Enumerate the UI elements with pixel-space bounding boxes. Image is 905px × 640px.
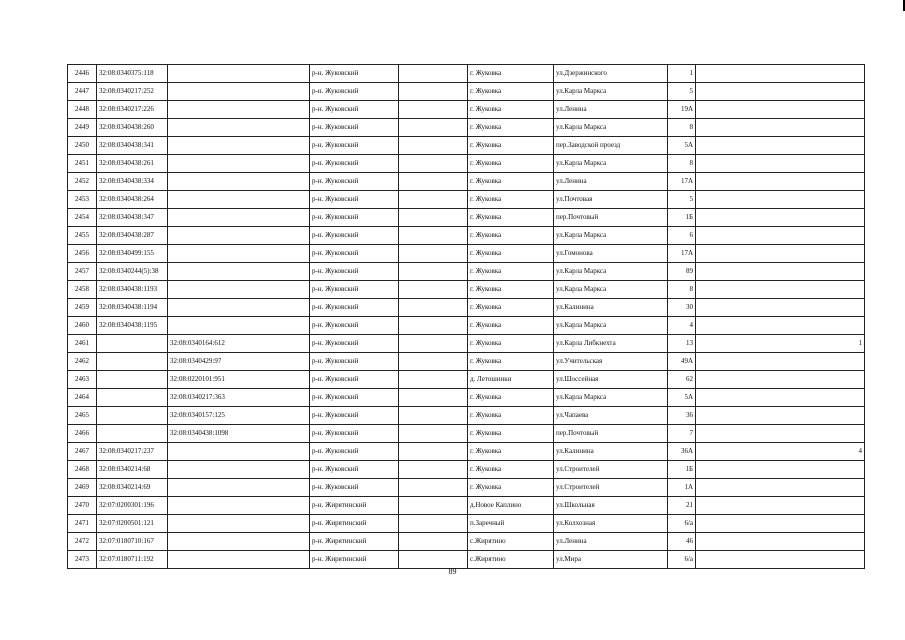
- cell-number: 2449: [68, 119, 97, 137]
- cell-settlement: г. Жуковка: [468, 317, 554, 335]
- cell-house: 19А: [668, 101, 696, 119]
- cell-cadastral-number: 32:08:0340214:68: [97, 461, 168, 479]
- table-row: [68, 299, 865, 317]
- cell-cadastral-number-alt: 32:08:0340157:125: [168, 407, 310, 425]
- cell-cadastral-number: 32:07:0180710:167: [97, 533, 168, 551]
- cell-settlement: г. Жуковка: [468, 407, 554, 425]
- cell-district: р-н. Жуковский: [310, 209, 399, 227]
- cell-cadastral-number: 32:08:0340217:237: [97, 443, 168, 461]
- cell-cadastral-number-alt: [168, 479, 310, 497]
- cell-settlement: г. Жуковка: [468, 443, 554, 461]
- cell-house: 7: [668, 425, 696, 443]
- cell-house: 89: [668, 263, 696, 281]
- cell-cadastral-number-alt: [168, 173, 310, 191]
- page-number: 89: [448, 567, 457, 576]
- cell-number: 2453: [68, 191, 97, 209]
- cell-house: 36: [668, 407, 696, 425]
- cell-empty: [399, 281, 468, 299]
- cell-district: р-н. Жуковский: [310, 371, 399, 389]
- cell-cadastral-number: [97, 353, 168, 371]
- cell-cadastral-number-alt: [168, 101, 310, 119]
- cell-empty: [399, 407, 468, 425]
- cell-number: 2466: [68, 425, 97, 443]
- table-row: [68, 263, 865, 281]
- table-row: [68, 335, 865, 353]
- cell-house: 13: [668, 335, 696, 353]
- cell-cadastral-number: 32:07:0180711:192: [97, 551, 168, 569]
- cell-house: 5А: [668, 389, 696, 407]
- cell-cadastral-number-alt: [168, 515, 310, 533]
- cell-district: р-н. Жуковский: [310, 155, 399, 173]
- cell-house: 8: [668, 281, 696, 299]
- cell-district: р-н. Жуковский: [310, 65, 399, 83]
- cell-extra: [696, 317, 865, 335]
- cell-extra: [696, 209, 865, 227]
- cell-settlement: г. Жуковка: [468, 299, 554, 317]
- cell-settlement: г. Жуковка: [468, 119, 554, 137]
- cell-district: р-н. Жуковский: [310, 245, 399, 263]
- cell-extra: 4: [696, 443, 865, 461]
- cell-extra: [696, 353, 865, 371]
- cell-cadastral-number-alt: [168, 551, 310, 569]
- cell-district: р-н. Жуковский: [310, 173, 399, 191]
- cell-cadastral-number-alt: [168, 83, 310, 101]
- cell-number: 2454: [68, 209, 97, 227]
- cell-settlement: г. Жуковка: [468, 191, 554, 209]
- table-row: [68, 443, 865, 461]
- cell-number: 2462: [68, 353, 97, 371]
- cell-house: 5: [668, 83, 696, 101]
- cell-house: 21: [668, 497, 696, 515]
- cell-extra: 1: [696, 335, 865, 353]
- table-row: [68, 317, 865, 335]
- cell-empty: [399, 191, 468, 209]
- cell-district: р-н. Жуковский: [310, 263, 399, 281]
- cell-extra: [696, 407, 865, 425]
- cell-settlement: г. Жуковка: [468, 479, 554, 497]
- cell-street: ул.Калинина: [554, 299, 668, 317]
- cell-house: 6: [668, 227, 696, 245]
- cell-district: р-н. Жирятинский: [310, 533, 399, 551]
- cell-extra: [696, 479, 865, 497]
- table-row: [68, 389, 865, 407]
- cell-empty: [399, 317, 468, 335]
- cell-empty: [399, 299, 468, 317]
- cell-empty: [399, 551, 468, 569]
- cell-empty: [399, 443, 468, 461]
- cell-cadastral-number-alt: 32:08:0340217:363: [168, 389, 310, 407]
- cell-settlement: г. Жуковка: [468, 245, 554, 263]
- cell-street: ул.Карла Либкнехта: [554, 335, 668, 353]
- cell-number: 2456: [68, 245, 97, 263]
- cell-cadastral-number-alt: 32:08:0340164:612: [168, 335, 310, 353]
- cell-street: ул.Ленина: [554, 173, 668, 191]
- cell-cadastral-number: 32:08:0340244(5):38: [97, 263, 168, 281]
- cell-cadastral-number: 32:07:0200301:196: [97, 497, 168, 515]
- cell-street: ул.Школьная: [554, 497, 668, 515]
- cell-number: 2452: [68, 173, 97, 191]
- cell-house: 8: [668, 155, 696, 173]
- cell-settlement: г. Жуковка: [468, 227, 554, 245]
- cell-district: р-н. Жуковский: [310, 335, 399, 353]
- cell-settlement: г. Жуковка: [468, 353, 554, 371]
- cell-number: 2455: [68, 227, 97, 245]
- cell-street: ул.Карла Маркса: [554, 83, 668, 101]
- cell-settlement: с.Жирятино: [468, 551, 554, 569]
- cell-house: 6/а: [668, 515, 696, 533]
- cell-district: р-н. Жирятинский: [310, 515, 399, 533]
- cell-cadastral-number: 32:08:0340438:261: [97, 155, 168, 173]
- cell-house: 1Б: [668, 461, 696, 479]
- cell-empty: [399, 515, 468, 533]
- cell-street: ул.Почтовая: [554, 191, 668, 209]
- cell-number: 2448: [68, 101, 97, 119]
- cell-empty: [399, 65, 468, 83]
- table-row: [68, 497, 865, 515]
- cell-settlement: г. Жуковка: [468, 209, 554, 227]
- cell-empty: [399, 479, 468, 497]
- cell-cadastral-number-alt: [168, 533, 310, 551]
- cell-house: 62: [668, 371, 696, 389]
- table-row: [68, 407, 865, 425]
- cell-street: ул.Карла Маркса: [554, 155, 668, 173]
- cell-empty: [399, 227, 468, 245]
- cell-empty: [399, 209, 468, 227]
- cell-cadastral-number: 32:08:0340375:118: [97, 65, 168, 83]
- cell-cadastral-number-alt: [168, 461, 310, 479]
- cell-street: ул.Мира: [554, 551, 668, 569]
- cell-district: р-н. Жуковский: [310, 443, 399, 461]
- cell-cadastral-number: 32:08:0340438:264: [97, 191, 168, 209]
- cell-cadastral-number: 32:08:0340438:1193: [97, 281, 168, 299]
- cell-cadastral-number-alt: [168, 281, 310, 299]
- cell-cadastral-number: 32:08:0340438:1195: [97, 317, 168, 335]
- cell-street: ул.Учительская: [554, 353, 668, 371]
- cell-street: пер.Заводской проезд: [554, 137, 668, 155]
- cell-extra: [696, 515, 865, 533]
- cell-street: ул.Карла Маркса: [554, 119, 668, 137]
- cell-number: 2471: [68, 515, 97, 533]
- cell-cadastral-number-alt: 32:08:0220101:951: [168, 371, 310, 389]
- cell-empty: [399, 173, 468, 191]
- cell-cadastral-number: 32:08:0340214:69: [97, 479, 168, 497]
- cell-district: р-н. Жуковский: [310, 227, 399, 245]
- cell-house: 1Б: [668, 209, 696, 227]
- cell-extra: [696, 371, 865, 389]
- cell-settlement: г. Жуковка: [468, 281, 554, 299]
- cell-settlement: г. Жуковка: [468, 65, 554, 83]
- cell-house: 36А: [668, 443, 696, 461]
- cell-house: 17А: [668, 173, 696, 191]
- cell-house: 8: [668, 119, 696, 137]
- cell-extra: [696, 425, 865, 443]
- cell-cadastral-number: [97, 389, 168, 407]
- cell-street: ул.Карла Маркса: [554, 263, 668, 281]
- cell-cadastral-number-alt: [168, 497, 310, 515]
- cell-street: ул.Дзержинского: [554, 65, 668, 83]
- cell-empty: [399, 83, 468, 101]
- cell-extra: [696, 281, 865, 299]
- register-rows: [68, 65, 865, 569]
- cell-number: 2464: [68, 389, 97, 407]
- cell-cadastral-number-alt: [168, 317, 310, 335]
- cell-cadastral-number: [97, 407, 168, 425]
- cell-street: ул.Карла Маркса: [554, 317, 668, 335]
- table-row: [68, 425, 865, 443]
- cell-cadastral-number-alt: [168, 263, 310, 281]
- cell-district: р-н. Жуковский: [310, 101, 399, 119]
- cell-empty: [399, 119, 468, 137]
- cell-cadastral-number: 32:08:0340438:260: [97, 119, 168, 137]
- table-row: [68, 227, 865, 245]
- cell-number: 2473: [68, 551, 97, 569]
- cell-number: 2451: [68, 155, 97, 173]
- cell-extra: [696, 497, 865, 515]
- cell-cadastral-number: 32:08:0340438:347: [97, 209, 168, 227]
- table-row: [68, 371, 865, 389]
- table-row: [68, 353, 865, 371]
- cell-extra: [696, 101, 865, 119]
- cell-number: 2472: [68, 533, 97, 551]
- cell-settlement: г. Жуковка: [468, 101, 554, 119]
- cell-district: р-н. Жуковский: [310, 479, 399, 497]
- cell-street: ул.Чапаева: [554, 407, 668, 425]
- cell-street: ул.Шоссейная: [554, 371, 668, 389]
- cell-extra: [696, 461, 865, 479]
- cell-settlement: с.Жирятино: [468, 533, 554, 551]
- cell-extra: [696, 263, 865, 281]
- cell-extra: [696, 137, 865, 155]
- cell-settlement: г. Жуковка: [468, 155, 554, 173]
- cell-street: ул.Карла Маркса: [554, 389, 668, 407]
- cell-number: 2446: [68, 65, 97, 83]
- cell-number: 2459: [68, 299, 97, 317]
- cell-extra: [696, 83, 865, 101]
- cell-extra: [696, 299, 865, 317]
- cell-empty: [399, 263, 468, 281]
- cell-empty: [399, 389, 468, 407]
- cell-district: р-н. Жуковский: [310, 119, 399, 137]
- cell-empty: [399, 155, 468, 173]
- cell-district: р-н. Жуковский: [310, 191, 399, 209]
- cell-cadastral-number-alt: [168, 245, 310, 263]
- cell-settlement: д. Летошники: [468, 371, 554, 389]
- cell-cadastral-number: 32:08:0340438:287: [97, 227, 168, 245]
- cell-street: ул.Колхозная: [554, 515, 668, 533]
- cell-house: 6/а: [668, 551, 696, 569]
- table-row: [68, 515, 865, 533]
- cell-cadastral-number-alt: [168, 209, 310, 227]
- cell-extra: [696, 173, 865, 191]
- cell-number: 2463: [68, 371, 97, 389]
- cell-cadastral-number-alt: 32:08:0340438:1098: [168, 425, 310, 443]
- table-row: [68, 551, 865, 569]
- cell-house: 46: [668, 533, 696, 551]
- cell-number: 2457: [68, 263, 97, 281]
- cell-district: р-н. Жуковский: [310, 353, 399, 371]
- table-row: [68, 155, 865, 173]
- cell-street: ул.Ленина: [554, 101, 668, 119]
- cell-settlement: г. Жуковка: [468, 389, 554, 407]
- cell-district: р-н. Жуковский: [310, 461, 399, 479]
- cell-house: 30: [668, 299, 696, 317]
- table-row: [68, 173, 865, 191]
- cell-extra: [696, 155, 865, 173]
- cell-street: ул.Строителей: [554, 479, 668, 497]
- cell-district: р-н. Жуковский: [310, 83, 399, 101]
- cell-house: 5: [668, 191, 696, 209]
- cell-cadastral-number-alt: [168, 137, 310, 155]
- cell-street: ул.Калинина: [554, 443, 668, 461]
- cell-number: 2447: [68, 83, 97, 101]
- cell-district: р-н. Жуковский: [310, 137, 399, 155]
- cell-cadastral-number: 32:08:0340217:252: [97, 83, 168, 101]
- cell-district: р-н. Жуковский: [310, 389, 399, 407]
- cell-street: ул.Карла Маркса: [554, 227, 668, 245]
- cell-house: 49А: [668, 353, 696, 371]
- cell-street: ул.Ленина: [554, 533, 668, 551]
- cell-street: ул.Карла Маркса: [554, 281, 668, 299]
- cell-empty: [399, 245, 468, 263]
- cell-empty: [399, 101, 468, 119]
- cell-extra: [696, 245, 865, 263]
- cell-extra: [696, 119, 865, 137]
- cell-cadastral-number: 32:08:0340217:226: [97, 101, 168, 119]
- cell-district: р-н. Жуковский: [310, 407, 399, 425]
- cell-district: р-н. Жирятинский: [310, 551, 399, 569]
- cell-settlement: д.Новое Каплино: [468, 497, 554, 515]
- table-row: [68, 245, 865, 263]
- cell-district: р-н. Жуковский: [310, 425, 399, 443]
- cell-empty: [399, 137, 468, 155]
- cell-extra: [696, 191, 865, 209]
- cell-number: 2470: [68, 497, 97, 515]
- table-row: [68, 83, 865, 101]
- cell-cadastral-number: 32:08:0340438:1194: [97, 299, 168, 317]
- cell-cadastral-number-alt: [168, 299, 310, 317]
- cell-cadastral-number-alt: [168, 191, 310, 209]
- cell-house: 1А: [668, 479, 696, 497]
- cell-number: 2467: [68, 443, 97, 461]
- table-row: [68, 479, 865, 497]
- cell-settlement: г. Жуковка: [468, 137, 554, 155]
- cell-number: 2458: [68, 281, 97, 299]
- cell-empty: [399, 461, 468, 479]
- cell-extra: [696, 533, 865, 551]
- cell-settlement: г. Жуковка: [468, 173, 554, 191]
- table-row: [68, 461, 865, 479]
- cell-settlement: г. Жуковка: [468, 263, 554, 281]
- cell-district: р-н. Жирятинский: [310, 497, 399, 515]
- cell-district: р-н. Жуковский: [310, 299, 399, 317]
- cell-cadastral-number-alt: [168, 65, 310, 83]
- cell-cadastral-number-alt: [168, 443, 310, 461]
- cell-cadastral-number: 32:08:0340438:341: [97, 137, 168, 155]
- cell-cadastral-number: [97, 335, 168, 353]
- cell-empty: [399, 371, 468, 389]
- cell-number: 2465: [68, 407, 97, 425]
- cell-cadastral-number-alt: [168, 155, 310, 173]
- cell-district: р-н. Жуковский: [310, 281, 399, 299]
- table-row: [68, 533, 865, 551]
- cell-empty: [399, 335, 468, 353]
- cell-cadastral-number: [97, 371, 168, 389]
- cell-empty: [399, 353, 468, 371]
- cell-empty: [399, 497, 468, 515]
- cell-number: 2450: [68, 137, 97, 155]
- table-row: [68, 209, 865, 227]
- cell-settlement: п.Заречный: [468, 515, 554, 533]
- table-row: [68, 137, 865, 155]
- table-row: [68, 65, 865, 83]
- cell-number: 2460: [68, 317, 97, 335]
- cell-district: р-н. Жуковский: [310, 317, 399, 335]
- cell-house: 17А: [668, 245, 696, 263]
- cell-cadastral-number: 32:08:0340438:334: [97, 173, 168, 191]
- cell-cadastral-number-alt: [168, 227, 310, 245]
- cell-cadastral-number-alt: [168, 119, 310, 137]
- cell-settlement: г. Жуковка: [468, 83, 554, 101]
- cell-house: 1: [668, 65, 696, 83]
- cell-cadastral-number: 32:07:0200501:121: [97, 515, 168, 533]
- cell-street: пер.Почтовый: [554, 209, 668, 227]
- register-table: [67, 64, 865, 569]
- cell-settlement: г. Жуковка: [468, 425, 554, 443]
- cell-extra: [696, 227, 865, 245]
- cell-street: пер.Почтовый: [554, 425, 668, 443]
- cell-number: 2468: [68, 461, 97, 479]
- cell-number: 2461: [68, 335, 97, 353]
- cell-empty: [399, 533, 468, 551]
- cell-extra: [696, 551, 865, 569]
- cell-extra: [696, 389, 865, 407]
- cell-cadastral-number: [97, 425, 168, 443]
- cell-number: 2469: [68, 479, 97, 497]
- cell-cadastral-number: 32:08:0340499:155: [97, 245, 168, 263]
- cell-settlement: г. Жуковка: [468, 461, 554, 479]
- cell-extra: [696, 65, 865, 83]
- table-row: [68, 119, 865, 137]
- cell-cadastral-number-alt: 32:08:0340429:97: [168, 353, 310, 371]
- cell-house: 4: [668, 317, 696, 335]
- cell-settlement: г. Жуковка: [468, 335, 554, 353]
- table-row: [68, 101, 865, 119]
- cell-street: ул.Строителей: [554, 461, 668, 479]
- cell-house: 5А: [668, 137, 696, 155]
- cell-empty: [399, 425, 468, 443]
- table-row: [68, 191, 865, 209]
- table-row: [68, 281, 865, 299]
- cell-street: ул.Гомонова: [554, 245, 668, 263]
